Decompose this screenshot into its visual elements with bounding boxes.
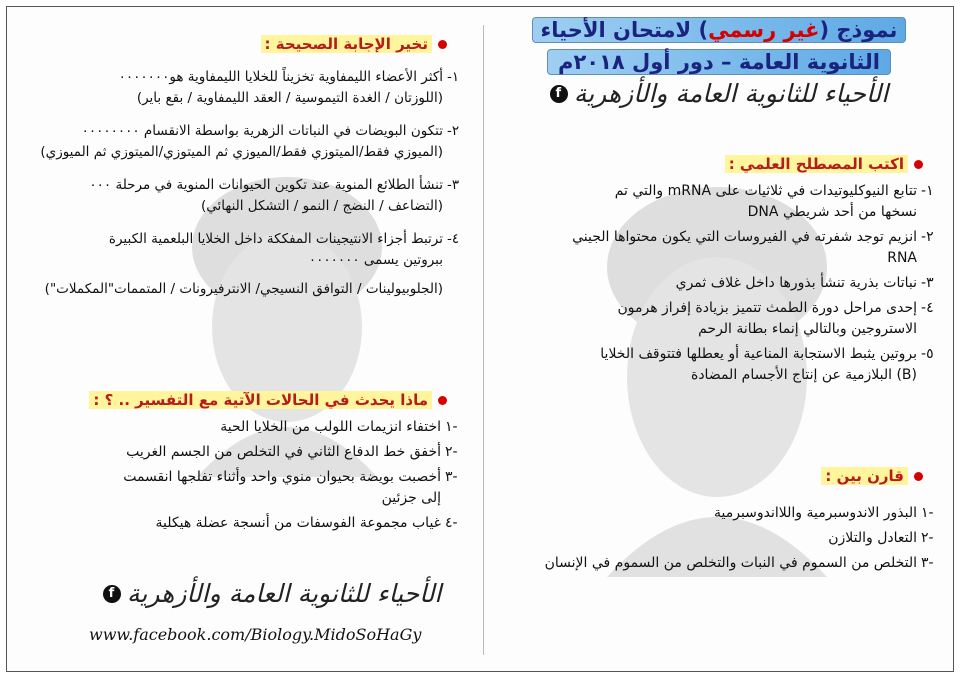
term-item: ٢- انزيم توجد شفرته في الفيروسات التي يكون محتواها الجيني RNA — [572, 229, 934, 266]
footer-logo-text: الأحياء للثانوية العامة والأزهرية — [127, 579, 442, 608]
column-divider — [483, 25, 484, 655]
title-prefix: نموذج — [836, 18, 898, 42]
compare-list — [501, 503, 939, 578]
title-open-paren: ( — [819, 18, 830, 42]
header-logo-text: الأحياء للثانوية العامة والأزهرية — [573, 79, 889, 108]
exam-title-box — [513, 17, 925, 108]
choose-item: ١- أكثر الأعضاء الليمفاوية تخزيناً للخلايا الليمفاوية هو٠٠٠٠٠٠٠ (اللوزتان / الغدة التيموسية / العقد الليمفاوية / بقع باير) — [118, 69, 460, 106]
exam-title — [532, 17, 907, 43]
compare-heading: قارن بين : — [821, 467, 923, 485]
choose-item: ٣- تنشأ الطلائع المنوية عند تكوين الحيوانات المنوية في مرحلة ٠٠٠ (التضاعف / النضج / النمو / التشكل النهائي) — [89, 177, 460, 214]
term-item: ١- تتابع النيوكليوتيدات في ثلاثيات على mRNA والتي تم نسخها من أحد شريطي DNA — [614, 183, 934, 220]
explain-list — [23, 417, 463, 538]
header-logo — [513, 79, 925, 108]
explain-item: -٤ غياب مجموعة الفوسفات من أنسجة عضلة هيكلية — [155, 515, 458, 531]
exam-sheet — [6, 6, 954, 672]
choose-list — [15, 67, 465, 304]
compare-item: -١ البذور الاندوسبرمية واللااندوسبرمية — [713, 505, 934, 521]
compare-item: -٣ التخلص من السموم في النبات والتخلص من السموم في الإنسان — [544, 555, 934, 571]
explain-item: -١ اختفاء انزيمات اللولب من الخلايا الحية — [220, 419, 458, 435]
facebook-url-link[interactable]: www.facebook.com/Biology.MidoSoHaGy — [89, 625, 422, 644]
choose-heading: تخير الإجابة الصحيحة : — [261, 35, 447, 53]
title-close-paren: ) — [698, 18, 709, 42]
footer-logo — [103, 579, 441, 608]
term-item: ٣- نباتات بذرية تنشأ بذورها داخل غلاف ثمري — [675, 275, 934, 291]
terms-heading: اكتب المصطلح العلمي : — [725, 155, 923, 173]
bullet-icon — [914, 160, 923, 169]
choose-item: ٤- ترتبط أجزاء الانتيجينات المفككة داخل الخلايا البلعمية الكبيرة ببروتين يسمى ٠٠٠٠٠٠٠ (الجلوبيولينات / التوافق النسيجي/ الانترفيرونات / المتممات"المكملات") — [44, 231, 460, 297]
terms-list — [501, 181, 939, 390]
facebook-icon: f — [103, 585, 121, 603]
title-unofficial: غير رسمي — [708, 18, 820, 42]
term-item: ٥- بروتين يثبط الاستجابة المناعية أو يعطلها فتتوقف الخلايا (B) البلازمية عن إنتاج الأجسام المضادة — [600, 346, 934, 383]
explain-item: -٣ أخصبت بويضة بحيوان منوي واحد وأثناء تفلجها انقسمت إلى جزئين — [123, 469, 458, 506]
term-item: ٤- إحدى مراحل دورة الطمث تتميز بزيادة إفراز هرمون الاستروجين وبالتالي إنماء بطانة الرحم — [617, 300, 934, 337]
right-column — [485, 7, 953, 671]
explain-item: -٢ أخفق خط الدفاع الثاني في التخلص من الجسم الغريب — [126, 444, 458, 460]
compare-item: -٢ التعادل والتلازن — [828, 530, 934, 546]
bullet-icon — [914, 472, 923, 481]
facebook-icon: f — [550, 85, 568, 103]
bullet-icon — [438, 396, 447, 405]
explain-heading: ماذا يحدث في الحالات الآتية مع التفسير .. ؟ : — [89, 391, 447, 409]
choose-item: ٢- تتكون البويضات في النباتات الزهرية بواسطة الانقسام ٠٠٠٠٠٠٠٠ (الميوزي فقط/الميتوزي فقط/الميوزي ثم الميتوزي/الميتوزي ثم الميوزي) — [40, 123, 460, 160]
title-suffix: لامتحان الأحياء — [540, 18, 692, 42]
exam-subtitle: الثانوية العامة – دور أول ٢٠١٨م — [547, 49, 891, 75]
left-column — [7, 7, 477, 671]
bullet-icon — [438, 40, 447, 49]
